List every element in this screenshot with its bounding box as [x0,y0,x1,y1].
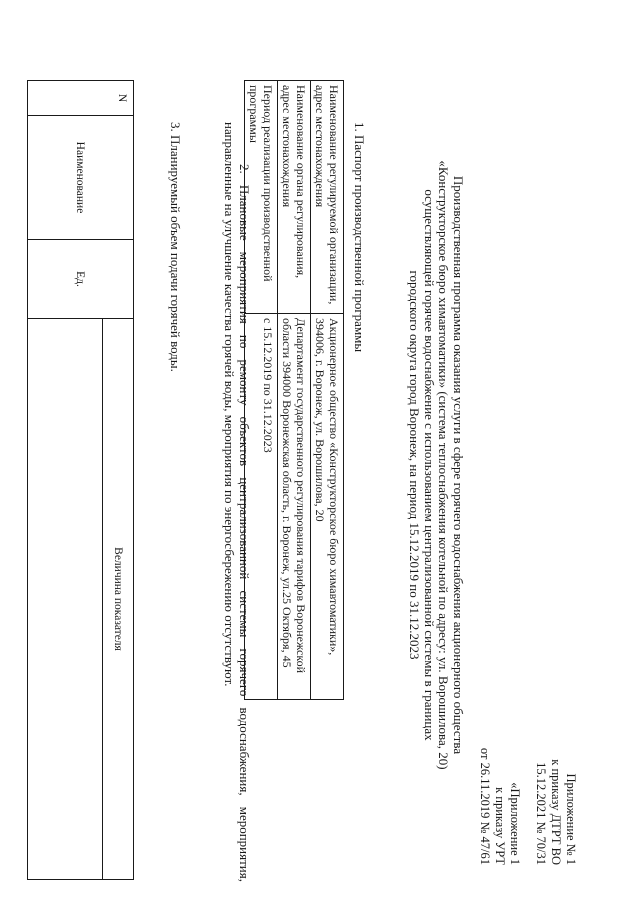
col-header-name: Наименование [28,116,134,240]
table-row [278,81,311,700]
title-line-4: городского округа город Воронеж, на период 15.12.2019 по 31.12.2023 [407,270,423,660]
passport-table [244,80,344,700]
passport-value-period: с 15.12.2019 по 31.12.2023 [245,314,278,700]
table-row [311,81,344,700]
table-header-row [103,81,134,880]
section-2-paragraph [222,122,252,882]
section-2-text: 2. Плановые мероприятия по ремонту объектов централизованной системы горячего водоснабжения, мероприятия, направленные на улучшение качества горячей воды, мероприятия по энергосбережению отсутствуют. [222,122,252,882]
appendix-current-line1: Приложение № 1 [564,773,578,865]
passport-label-period: Период реализации производственной программы [245,81,278,314]
passport-heading: 1. Паспорт производственной программы [352,122,367,353]
section-3-heading: 3. Планируемый объем подачи горячей воды. [168,122,183,372]
col-header-number: N [28,81,134,116]
passport-label-org: Наименование регулируемой организации, адрес местонахождения [311,81,344,314]
appendix-original-line2: к приказу УРТ [493,787,507,865]
title-line-1: Производственная программа оказания услуги в сфере горячего водоснабжения акционерного общества [451,175,466,755]
passport-label-regulator: Наименование органа регулирования, адрес местонахождения [278,81,311,314]
document-title [407,55,465,875]
title-line-3: осуществляющей горячее водоснабжение с использованием централизованной системы в границах [422,189,437,741]
passport-value-org: Акционерное общество «Конструкторское бюро химавтоматики», 394006, г. Воронеж, ул. Ворошилова, 20 [311,314,344,700]
value-subheader-cell [28,319,103,880]
appendix-original-line1: «Приложение 1 [508,782,522,865]
appendix-current-line2: к приказу ДТРТ ВО [549,759,563,865]
col-header-value: Величина показателя [103,319,134,880]
appendix-note-original [477,700,522,865]
title-line-2: «Конструкторское бюро химавтоматики» (система теплоснабжения котельной по адресу: ул. Ворошилова, 20) [436,160,452,770]
appendix-note-current [533,745,578,865]
col-header-unit: Ед. [28,240,134,319]
appendix-current-line3: 15.12.2021 № 70/31 [534,762,548,865]
appendix-original-line3: от 26.11.2019 № 47/61 [478,747,492,865]
passport-value-regulator: Департамент государственного регулирования тарифов Воронежской области 394000 Воронежская область, г. Воронеж, ул.25 Октября, 45 [278,314,311,700]
hot-water-volume-table [27,80,134,880]
